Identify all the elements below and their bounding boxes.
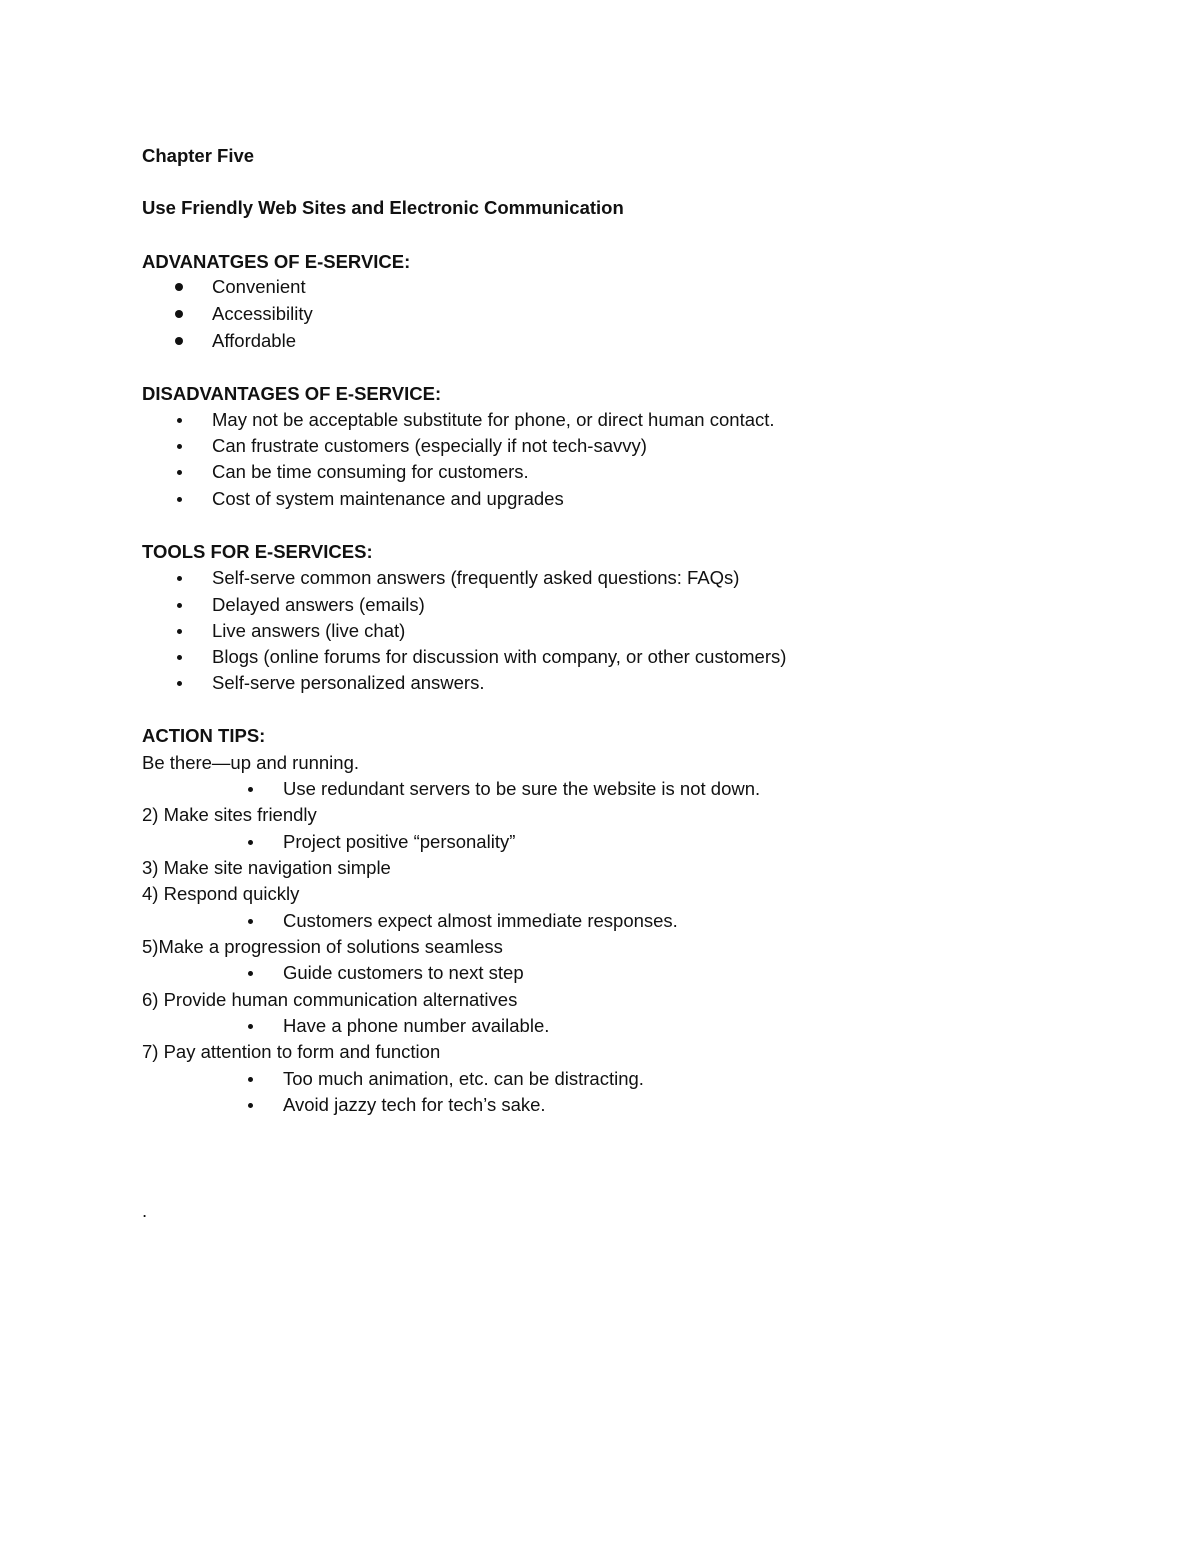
tool-text: Delayed answers (emails) [212, 594, 425, 615]
bullet-icon [248, 787, 253, 792]
tip-detail: Use redundant servers to be sure the website is not down. [283, 778, 761, 799]
bullet-icon [248, 840, 253, 845]
disadvantage-text: May not be acceptable substitute for phone, or direct human contact. [212, 409, 775, 430]
disadvantage-text: Can be time consuming for customers. [212, 461, 529, 482]
tip-label: 6) Provide human communication alternatives [142, 989, 518, 1010]
tip-detail: Project positive “personality” [283, 831, 516, 852]
tip-detail: Avoid jazzy tech for tech’s sake. [283, 1094, 546, 1115]
bullet-icon [177, 418, 182, 423]
bullet-icon [177, 655, 182, 660]
bullet-icon [177, 629, 182, 634]
tool-text: Self-serve common answers (frequently asked questions: FAQs) [212, 567, 740, 588]
bullet-icon [248, 1103, 253, 1108]
advantage-text: Accessibility [212, 303, 313, 324]
disadvantages-heading: DISADVANTAGES OF E-SERVICE: [142, 383, 442, 404]
bullet-icon [248, 971, 253, 976]
bullet-icon [248, 1024, 253, 1029]
disadvantage-text: Can frustrate customers (especially if not tech-savvy) [212, 435, 647, 456]
disadvantage-text: Cost of system maintenance and upgrades [212, 488, 564, 509]
tip-label: 7) Pay attention to form and function [142, 1041, 441, 1062]
tip-detail: Have a phone number available. [283, 1015, 550, 1036]
bullet-icon [248, 919, 253, 924]
chapter-title: Chapter Five [142, 145, 255, 166]
tip-label: 5)Make a progression of solutions seamless [142, 936, 503, 957]
advantage-text: Convenient [212, 276, 306, 297]
tool-text: Live answers (live chat) [212, 620, 406, 641]
tip-label: Be there—up and running. [142, 752, 360, 773]
tip-detail: Guide customers to next step [283, 962, 524, 983]
bullet-icon [177, 576, 182, 581]
advantages-heading: ADVANATGES OF E-SERVICE: [142, 251, 411, 272]
advantage-text: Affordable [212, 330, 296, 351]
tip-detail: Customers expect almost immediate responses. [283, 910, 678, 931]
bullet-icon [177, 470, 182, 475]
bullet-icon [177, 681, 182, 686]
bullet-icon [177, 497, 182, 502]
tip-label: 4) Respond quickly [142, 883, 300, 904]
tool-text: Self-serve personalized answers. [212, 672, 485, 693]
tip-label: 3) Make site navigation simple [142, 857, 391, 878]
trailing-period: . [142, 1200, 148, 1221]
action-tips-heading: ACTION TIPS: [142, 725, 266, 746]
bullet-icon [248, 1077, 253, 1082]
bullet-icon [175, 310, 183, 318]
document-subtitle: Use Friendly Web Sites and Electronic Communication [142, 197, 624, 218]
bullet-icon [177, 603, 182, 608]
tip-detail: Too much animation, etc. can be distracting. [283, 1068, 644, 1089]
bullet-icon [177, 444, 182, 449]
tools-heading: TOOLS FOR E-SERVICES: [142, 541, 373, 562]
tool-text: Blogs (online forums for discussion with company, or other customers) [212, 646, 787, 667]
tip-label: 2) Make sites friendly [142, 804, 317, 825]
bullet-icon [175, 337, 183, 345]
bullet-icon [175, 283, 183, 291]
